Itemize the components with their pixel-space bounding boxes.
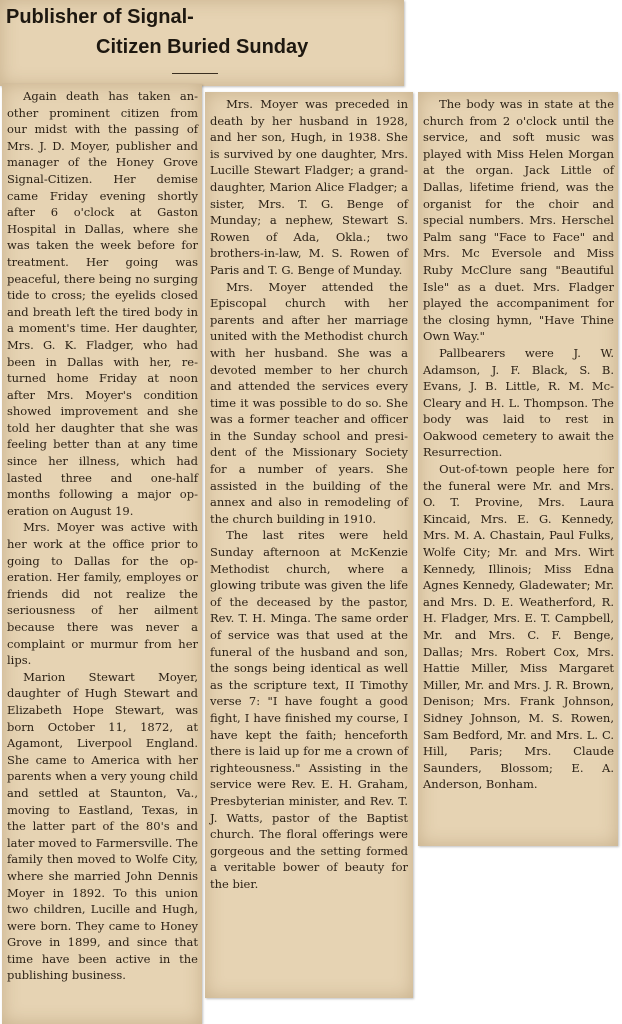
paragraph: The last rites were held Sunday afternoon at McKenzie Methodist church, where a glowing tribute was given the life of the deceased by the pastor, Rev. T. H. Minga. The same order of service was that used at the funeral of the husband and son, the songs being identical as well as the scripture text, II Timothy verse 7: "I have fought a good fight, I have finished my course, I have kept the faith; henceforth there is laid up for me a crown of righteousness." Assisting in the service were Rev. E. H. Graham, Presbyterian minister, and Rev. T. J. Watts, pastor of the Baptist church. The floral offerings were gorgeous and the setting formed a veritable bower of beauty for the bier. bbox=[210, 528, 408, 891]
paragraph: Mrs. Moyer was active with her work at the office prior to going to Dallas for the operation. Her family, employes or friends did not realize the seriousness of her ailment because there was never a complaint or murmur from her lips. bbox=[7, 520, 198, 668]
paragraph: Mrs. Moyer attended the Episcopal church with her parents and after her marriage united with the Methodist church with her husband. She was a devoted member to her church and attended the services every time it was possible to do so. She was a former teacher and officer in the Sunday school and president of the Missionary Society for a number of years. She assisted in the building of the annex and also in remodeling of the church building in 1910. bbox=[210, 279, 408, 526]
article-column-1 bbox=[7, 88, 198, 984]
headline-divider bbox=[172, 73, 218, 74]
paragraph: Out-of-town people here for the funeral were Mr. and Mrs. O. T. Provine, Mrs. Laura Kincaid, Mrs. E. G. Kennedy, Mrs. M. A. Chastain, Paul Fulks, Wolfe City; Mr. and Mrs. Wirt Kennedy, Illinois; Miss Edna Agnes Kennedy, Gladewater; Mr. and Mrs. D. E. Weatherford, R. H. Fladger, Mrs. E. T. Campbell, Mr. and Mrs. C. F. Benge, Dallas; Mrs. Robert Cox, Mrs. Hattie Miller, Miss Margaret Miller, Mr. and Mrs. J. R. Brown, Denison; Mrs. Frank Johnson, Sidney Johnson, M. S. Rowen, Sam Bedford, Mr. and Mrs. L. C. Hill, Paris; Mrs. Claude Saunders, Blossom; E. A. Anderson, Bonham. bbox=[423, 462, 614, 792]
headline-line-1: Publisher of Signal- bbox=[6, 6, 194, 28]
paragraph: Marion Stewart Moyer, daughter of Hugh Stewart and Elizabeth Hope Stewart, was born October 11, 1872, at Agamont, Liverpool England. She came to America with her parents when a very young child and settled at Staunton, Va., moving to Eastland, Texas, in the latter part of the 80's and later moved to Farmersville. The family then moved to Wolfe City, where she married John Dennis Moyer in 1892. To this union two children, Lucille and Hugh, were born. They came to Honey Grove in 1899, and since that time have been active in the publishing business. bbox=[7, 669, 198, 983]
article-column-3 bbox=[423, 96, 614, 793]
headline-line-2: Citizen Buried Sunday bbox=[96, 36, 309, 58]
paragraph: Mrs. Moyer was preceded in death by her husband in 1928, and her son, Hugh, in 1938. She is survived by one daughter, Mrs. Lucille Stewart Fladger; a granddaughter, Marion Alice Fladger; a sister, Mrs. T. G. Benge of Munday; a nephew, Stewart S. Rowen of Ada, Okla.; two brothers-in-law, M. S. Rowen of Paris and T. G. Benge of Munday. bbox=[210, 97, 408, 277]
paragraph: Again death has taken another prominent citizen from our midst with the passing of Mrs. J. D. Moyer, publisher and manager of the Honey Grove Signal-Citizen. Her demise came Friday evening shortly after 6 o'clock at Gaston Hospital in Dallas, where she was taken the week before for treatment. Her going was peaceful, there being no surging tide to cross; the eyelids closed and breath left the tired body in a moment's time. Her daughter, Mrs. G. K. Fladger, who had been in Dallas with her, returned home Friday at noon after Mrs. Moyer's condition showed improvement and she told her daughter that she was feeling better than at any time since her illness, which had lasted three and one-half months following a major operation on August 19. bbox=[7, 89, 198, 518]
headline bbox=[6, 2, 402, 62]
paragraph: Pallbearers were J. W. Adamson, J. F. Black, S. B. Evans, J. B. Little, R. M. McCleary and H. L. Thompson. The body was laid to rest in Oakwood cemetery to await the Resurrection. bbox=[423, 345, 614, 460]
article-column-2 bbox=[210, 96, 408, 893]
paragraph: The body was in state at the church from 2 o'clock until the service, and soft music was played with Miss Helen Morgan at the organ. Jack Little of Dallas, lifetime friend, was the organist for the choir and special numbers. Mrs. Herschel Palm sang "Face to Face" and Mrs. Mc Eversole and Miss Ruby McClure sang "Beautiful Isle" as a duet. Mrs. Fladger played the accompaniment for the closing hymn, "Have Thine Own Way." bbox=[423, 97, 614, 344]
